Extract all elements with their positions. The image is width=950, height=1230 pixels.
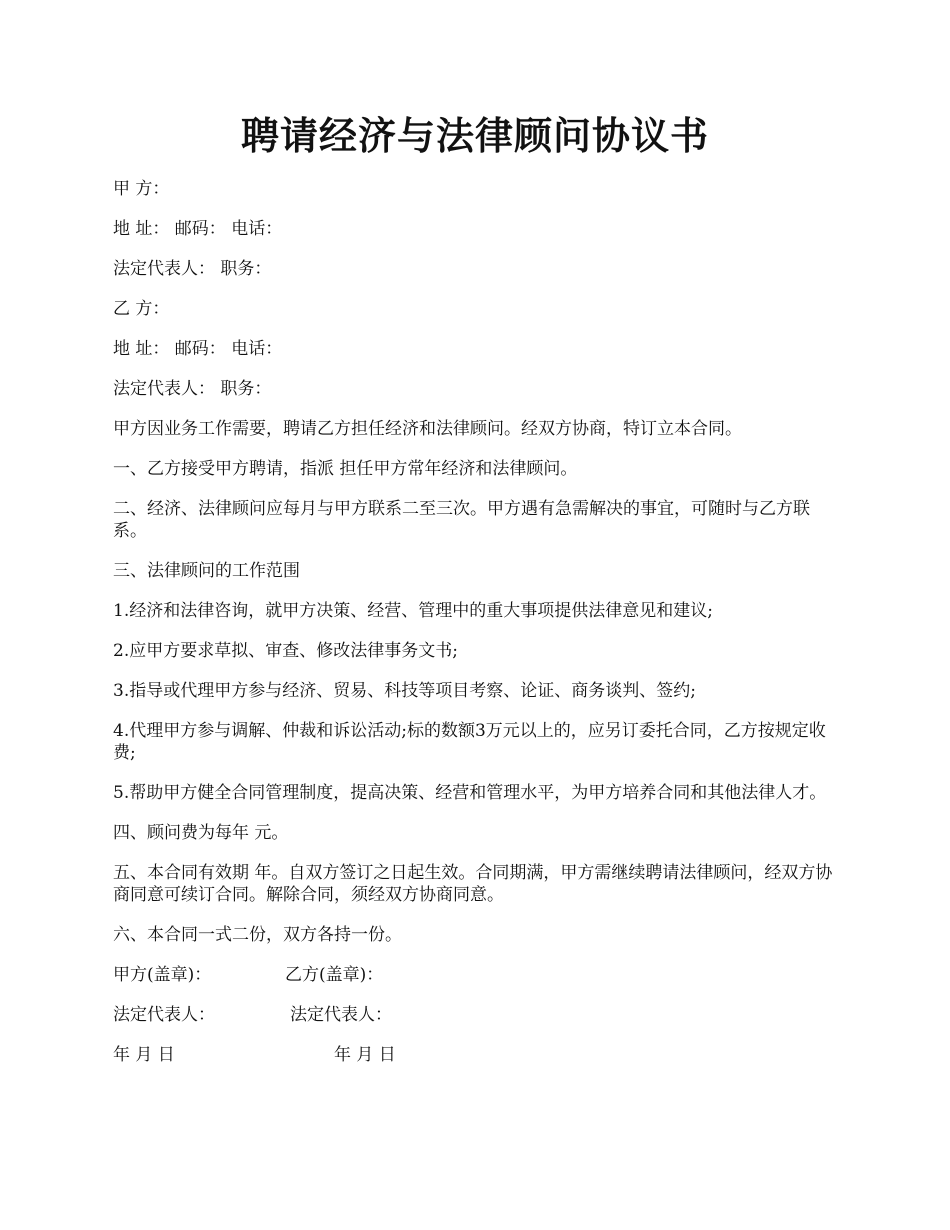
clause-2: 二、经济、法律顾问应每月与甲方联系二至三次。甲方遇有急需解决的事宜，可随时与乙方联系。 [113,499,810,541]
scope-item-4: 4.代理甲方参与调解、仲裁和诉讼活动;标的数额3万元以上的，应另订委托合同，乙方按规定收费; [113,721,826,763]
intro-paragraph: 甲方因业务工作需要，聘请乙方担任经济和法律顾问。经双方协商，特订立本合同。 [113,419,742,439]
party-a-date: 年 月 日 [113,1045,175,1065]
party-b-representative: 法定代表人： 职务： [113,379,272,399]
scope-item-2: 2.应甲方要求草拟、审查、修改法律事务文书; [113,641,458,661]
clause-6: 六、本合同一式二份，双方各持一份。 [113,925,402,945]
clause-4: 四、顾问费为每年 元。 [113,823,289,843]
date-row [113,1044,843,1066]
clause-3-heading: 三、法律顾问的工作范围 [113,561,300,581]
party-a-sign-representative: 法定代表人： [113,1005,215,1025]
party-b-date: 年 月 日 [334,1045,396,1065]
document-title: 聘请经济与法律顾问协议书 [240,113,709,158]
party-b-seal: 乙方(盖章)： [285,965,384,985]
party-a-seal: 甲方(盖章)： [113,965,212,985]
clause-5: 五、本合同有效期 年。自双方签订之日起生效。合同期满，甲方需继续聘请法律顾问，经双方协商同意可续订合同。解除合同，须经双方协商同意。 [113,863,833,905]
party-a-name: 甲 方： [113,179,170,199]
party-b-name: 乙 方： [113,299,170,319]
clause-1: 一、乙方接受甲方聘请，指派 担任甲方常年经济和法律顾问。 [113,459,578,479]
party-b-address: 地 址： 邮码： 电话： [113,339,283,359]
scope-item-5: 5.帮助甲方健全合同管理制度，提高决策、经营和管理水平，为甲方培养合同和其他法律人才。 [113,783,827,803]
document-body [113,178,843,1084]
scope-item-3: 3.指导或代理甲方参与经济、贸易、科技等项目考察、论证、商务谈判、签约; [113,681,696,701]
representative-row [113,1004,843,1026]
party-b-sign-representative: 法定代表人： [290,1005,392,1025]
scope-item-1: 1.经济和法律咨询，就甲方决策、经营、管理中的重大事项提供法律意见和建议; [113,601,713,621]
party-a-representative: 法定代表人： 职务： [113,259,272,279]
party-a-address: 地 址： 邮码： 电话： [113,219,283,239]
seal-row [113,964,843,986]
